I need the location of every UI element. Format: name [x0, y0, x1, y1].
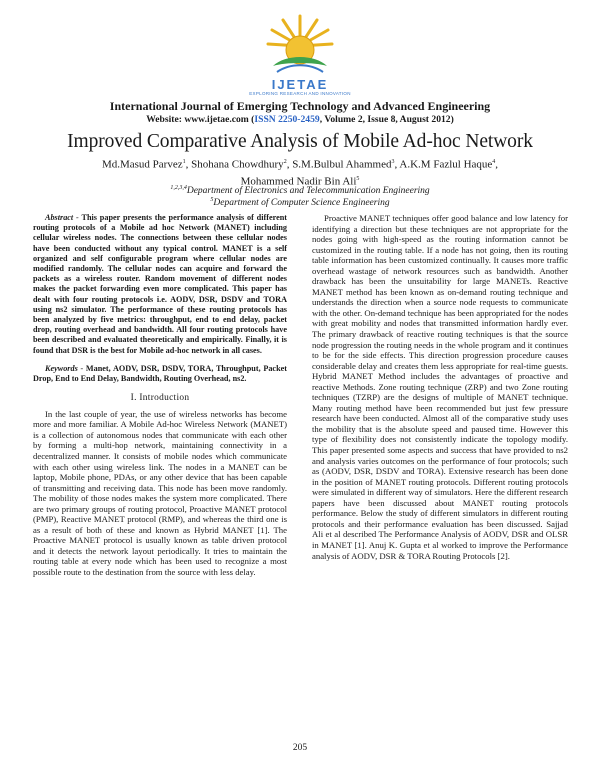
author-name: Md.Masud Parvez	[101, 158, 183, 171]
author-affiliation-mark: 5	[356, 175, 360, 182]
journal-website-line	[0, 114, 600, 125]
author-name: A.K.M Fazlul Haque	[399, 158, 493, 171]
author-list: Md.Masud Parvez$^1$, Shohana Chowdhury$^2$, S.M.Bulbul Ahammed$^3$, A.K.M Fazlul Haque$^4$, Mohammed Nadir Bin Ali$^5$	[101, 158, 499, 188]
body-paragraph: Proactive MANET techniques offer good balance and low latency for identifying a direction but these techniques are not appropriate for the nodes going with high-speed as the routing information cannot be customized in the routing table. If a node has not going, then its routing table information has been customized continually. It causes more traffic overhead wastage of network resources such as bandwidth. Another drawback has been the unsuitability for large MANETs. Reactive MANET method has been known as on-demand routing technique and understands the direction when a source node requests to communicate with the other. On-demand technique has been appropriated for the nodes with great mobility and nodes that transmitted information hardly ever. The primary drawback of reactive routing techniques is that the source node progression the routing needs in the whole program and it continues to be for the side effects. This direction progression procedure causes considerable delay and creates them less appropriate for real-time guests. Hybrid MANET Method includes the advantages of proactive and reactive Methods. Zone routing technique (ZRP) and two Zone routing techniques (TZRP) are the designs of multiple of MANET technique. Many routing method have been recommended but just few pressure research have been conducted. Almost all of the comparative study uses the mobility that is the absolute speed and paused time. However this type of flexibility does not consistently indicate the topology modify. This paper presented some aspects and success that have provided to ns2 and analysis varies outcomes on the performance of four protocols; such as (AODV, DSR, DSDV and TORA). Extensive research has been done in the position of MANET routing protocols. Different routing protocols were simulated in different way of simulators. Here the different research papers have been discussed about MANET routing protocols performance. Below the study of different simulators in different routing protocols and their performance evaluation has been discussed. Sajjad Ali et al described The Performance Analysis of AODV, DSR and OLSR in MANET [1]. Anuj K. Gupta et al worked to improve the Performance analysis of AODV, DSR & TORA Routing Protocols [2].	[312, 213, 568, 561]
author-affiliation-mark: 1	[182, 159, 186, 165]
logo-tagline: EXPLORING RESEARCH AND INNOVATION	[249, 91, 351, 96]
affiliation-1: $^{1,2,3,4}$Department of Electronics and Telecommunication Engineering	[170, 185, 430, 197]
right-column	[312, 213, 568, 561]
keywords-label: Keywords -	[45, 363, 84, 373]
website-suffix: , Volume 2, Issue 8, August 2012)	[319, 114, 454, 125]
author-name: Shohana Chowdhury	[191, 158, 284, 171]
abstract-text: This paper presents the performance analysis of different routing protocols of a Mobile ad hoc Network (MANET) including cellular wireless nodes. The connections between these cellular nodes have been conducted without any typical control. MANET is a self organized and self configurable program where cellular nodes are modified randomly. The cellular nodes can acquire and forward the packets as a wireless router. Random movement of different nodes makes the packet forwarding even more complicated. This paper has dealt with four routing protocols i.e. AODV, DSR, DSDV and TORA using ns2 simulator. The performance of these routing protocols has been analyzed by five metrics: throughput, end to end delay, packet drop, routing overhead and bandwidth. All four routing protocols have been described and evaluated theoretically and empirically. Finally, it is found that DSR is the best for Mobile ad-hoc network in all cases.	[33, 213, 287, 355]
affiliation-2: $^5$Department of Computer Science Engineering	[210, 197, 390, 209]
left-column	[33, 213, 287, 578]
paper-title: Improved Comparative Analysis of Mobile Ad-hoc Network	[67, 131, 533, 152]
issn-link[interactable]: ISSN 2250-2459	[254, 114, 320, 125]
section-heading-introduction: I. Introduction	[130, 393, 190, 404]
body-paragraph: In the last couple of year, the use of wireless networks has become more and more familiar. A Mobile Ad-hoc Wireless Network (MANET) is a collection of autonomous nodes that communicate with each other by forming a multi-hop network, maintaining connectivity in a decentralized manner. It consists of mobile nodes which communicate with each other using wireless link. The nodes in a MANET can be laptop, Mobile phone, PDAs, or any other device that has been capable of transmitting and receiving data. This node has been move randomly. The mobility of those nodes makes the system more complicated. There are two primary groups of routing protocol, Proactive MANET protocol (PMP), Reactive MANET protocol (RMP), and whereas the third one is as a result of both of these and known as Hybrid MANET [1]. The Proactive MANET protocol is usually known as table driven protocol and it detects the network layout periodically. It tries to maintain the routing table at every node which has been used to recognize a most possible route to the destination from the source with less delay.	[33, 408, 287, 577]
logo-name: IJETAE	[271, 77, 329, 92]
abstract	[33, 213, 287, 356]
author-affiliation-mark: 2	[283, 159, 287, 165]
abstract-label: Abstract -	[45, 213, 79, 222]
keywords	[33, 364, 287, 384]
author-affiliation-mark: 3	[391, 159, 395, 165]
keywords-text: Manet, AODV, DSR, DSDV, TORA, Throughput, Packet Drop, End to End Delay, Bandwidth, Routing Overhead, ns2.	[33, 363, 287, 384]
website-prefix: Website: www.ijetae.com (	[146, 114, 255, 125]
page-number: 205	[292, 743, 308, 753]
author-affiliation-mark: 4	[492, 159, 496, 165]
journal-name: International Journal of Emerging Technology and Advanced Engineering	[109, 99, 491, 113]
logo-wordmark	[236, 78, 364, 97]
author-name: S.M.Bulbul Ahammed	[292, 158, 392, 171]
author-name: Mohammed Nadir Bin Ali	[240, 175, 357, 188]
